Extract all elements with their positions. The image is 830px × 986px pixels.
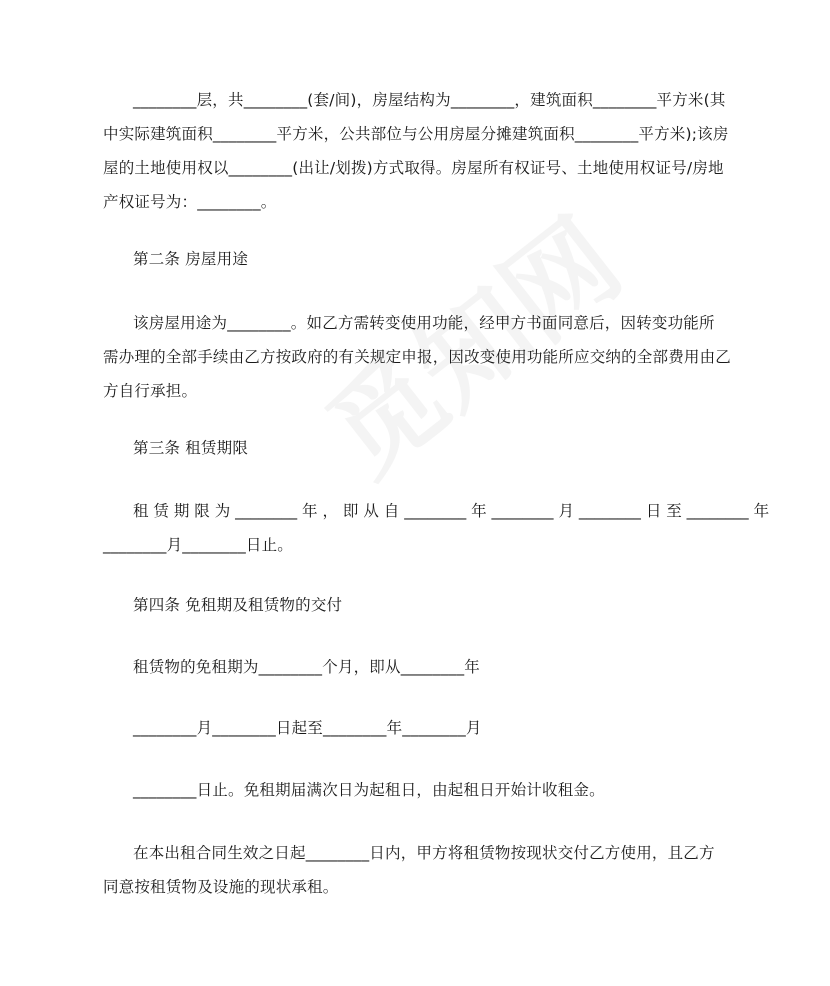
article4-heading: 第四条 免租期及租赁物的交付	[133, 596, 343, 614]
delivery-line-2: 同意按租赁物及设施的现状承租。	[103, 878, 339, 896]
property-line-4: 产权证号为：________。	[103, 193, 277, 211]
property-line-3: 屋的土地使用权以________(出让/划拨)方式取得。房屋所有权证号、土地使用权证号/房地	[103, 159, 724, 177]
article4-line-1: 租赁物的免租期为________个月，即从________年	[133, 658, 481, 676]
article2-heading: 第二条 房屋用途	[133, 250, 249, 268]
article3-line-1: 租 赁 期 限 为 ________ 年 ， 即 从 自 ________ 年 ________ 月 ________ 日 至 ________ 年	[133, 502, 770, 520]
article4-line-3: ________日止。免租期届满次日为起租日，由起租日开始计收租金。	[133, 781, 605, 799]
article2-line-3: 方自行承担。	[103, 382, 198, 400]
article3-heading: 第三条 租赁期限	[133, 439, 249, 457]
article2-line-2: 需办理的全部手续由乙方按政府的有关规定申报，因改变使用功能所应交纳的全部费用由乙	[103, 348, 732, 366]
property-line-2: 中实际建筑面积________平方米，公共部位与公用房屋分摊建筑面积________平方米);该房	[103, 125, 729, 143]
property-line-1: ________层，共________(套/间)，房屋结构为________，建筑面积________平方米(其	[133, 91, 726, 109]
article4-line-2: ________月________日起至________年________月	[133, 719, 482, 737]
article3-line-2: ________月________日止。	[103, 536, 294, 554]
delivery-line-1: 在本出租合同生效之日起________日内，甲方将租赁物按现状交付乙方使用，且乙方	[133, 844, 715, 862]
article2-line-1: 该房屋用途为________。如乙方需转变使用功能，经甲方书面同意后，因转变功能所	[133, 314, 715, 332]
